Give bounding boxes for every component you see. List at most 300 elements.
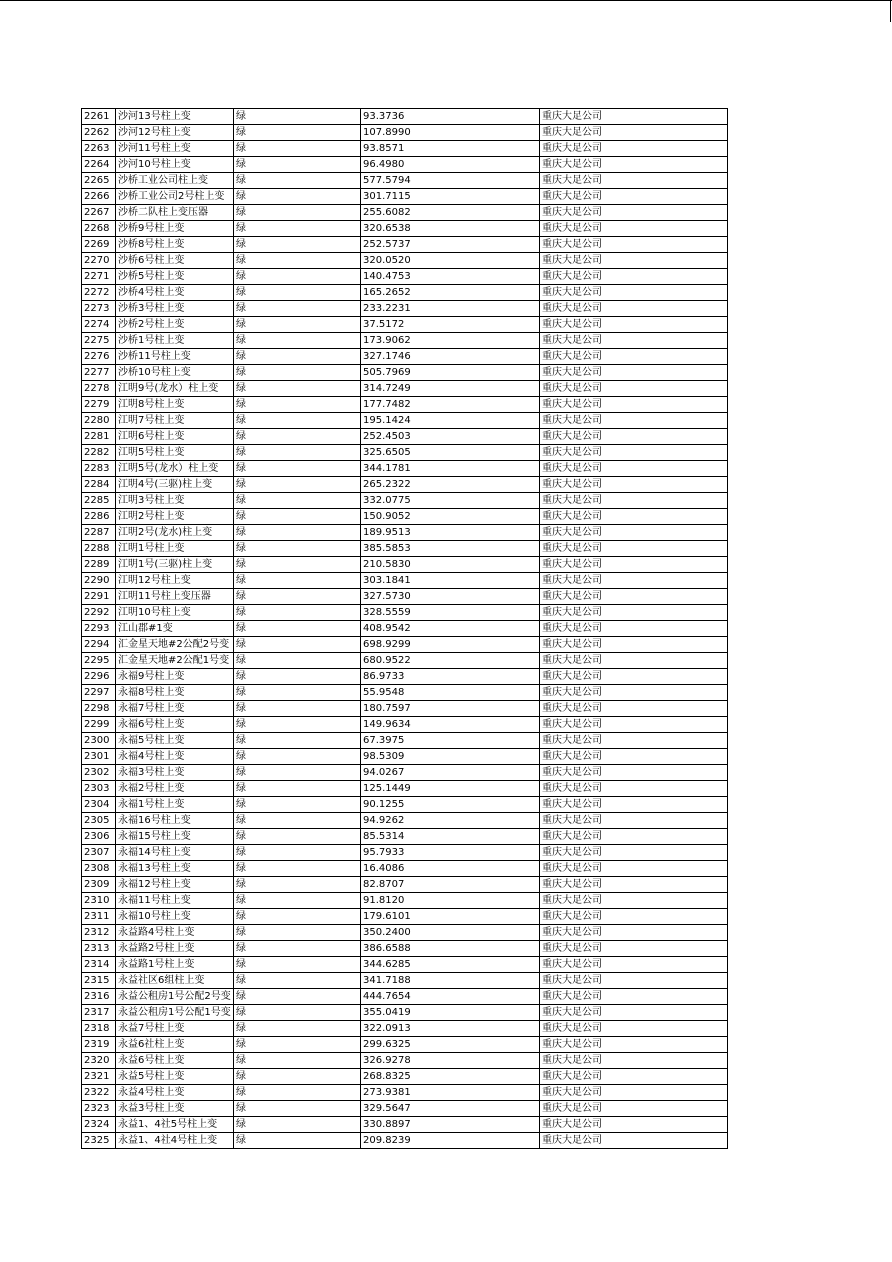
company-cell: 重庆大足公司 xyxy=(540,861,728,877)
row-id-cell: 2299 xyxy=(82,717,116,733)
transformer-name-cell: 沙桥6号柱上变 xyxy=(116,253,234,269)
value-cell: 320.6538 xyxy=(361,221,540,237)
company-cell: 重庆大足公司 xyxy=(540,1005,728,1021)
company-cell: 重庆大足公司 xyxy=(540,413,728,429)
company-cell: 重庆大足公司 xyxy=(540,1053,728,1069)
company-cell: 重庆大足公司 xyxy=(540,1117,728,1133)
status-color-cell: 绿 xyxy=(234,605,361,621)
row-id-cell: 2267 xyxy=(82,205,116,221)
row-id-cell: 2302 xyxy=(82,765,116,781)
row-id-cell: 2315 xyxy=(82,973,116,989)
company-cell: 重庆大足公司 xyxy=(540,333,728,349)
value-cell: 327.5730 xyxy=(361,589,540,605)
value-cell: 233.2231 xyxy=(361,301,540,317)
company-cell: 重庆大足公司 xyxy=(540,189,728,205)
status-color-cell: 绿 xyxy=(234,621,361,637)
transformer-name-cell: 沙桥5号柱上变 xyxy=(116,269,234,285)
row-id-cell: 2275 xyxy=(82,333,116,349)
company-cell: 重庆大足公司 xyxy=(540,765,728,781)
table-row xyxy=(82,605,728,621)
table-body xyxy=(82,109,728,1149)
transformer-name-cell: 永福4号柱上变 xyxy=(116,749,234,765)
transformer-name-cell: 永益5号柱上变 xyxy=(116,1069,234,1085)
status-color-cell: 绿 xyxy=(234,637,361,653)
company-cell: 重庆大足公司 xyxy=(540,445,728,461)
table-row xyxy=(82,781,728,797)
row-id-cell: 2313 xyxy=(82,941,116,957)
value-cell: 350.2400 xyxy=(361,925,540,941)
row-id-cell: 2298 xyxy=(82,701,116,717)
transformer-name-cell: 永益1、4社5号柱上变 xyxy=(116,1117,234,1133)
status-color-cell: 绿 xyxy=(234,461,361,477)
table-row xyxy=(82,845,728,861)
table-row xyxy=(82,1005,728,1021)
company-cell: 重庆大足公司 xyxy=(540,989,728,1005)
company-cell: 重庆大足公司 xyxy=(540,829,728,845)
company-cell: 重庆大足公司 xyxy=(540,429,728,445)
value-cell: 93.3736 xyxy=(361,109,540,125)
transformer-name-cell: 永福7号柱上变 xyxy=(116,701,234,717)
row-id-cell: 2278 xyxy=(82,381,116,397)
value-cell: 95.7933 xyxy=(361,845,540,861)
company-cell: 重庆大足公司 xyxy=(540,733,728,749)
table-row xyxy=(82,157,728,173)
table-row xyxy=(82,653,728,669)
row-id-cell: 2263 xyxy=(82,141,116,157)
row-id-cell: 2292 xyxy=(82,605,116,621)
row-id-cell: 2261 xyxy=(82,109,116,125)
value-cell: 355.0419 xyxy=(361,1005,540,1021)
transformer-name-cell: 江明7号柱上变 xyxy=(116,413,234,429)
table-row xyxy=(82,1085,728,1101)
row-id-cell: 2264 xyxy=(82,157,116,173)
row-id-cell: 2308 xyxy=(82,861,116,877)
row-id-cell: 2294 xyxy=(82,637,116,653)
value-cell: 255.6082 xyxy=(361,205,540,221)
table-row xyxy=(82,989,728,1005)
row-id-cell: 2325 xyxy=(82,1133,116,1149)
row-id-cell: 2280 xyxy=(82,413,116,429)
row-id-cell: 2286 xyxy=(82,509,116,525)
company-cell: 重庆大足公司 xyxy=(540,573,728,589)
value-cell: 98.5309 xyxy=(361,749,540,765)
value-cell: 82.8707 xyxy=(361,877,540,893)
company-cell: 重庆大足公司 xyxy=(540,1037,728,1053)
transformer-name-cell: 沙河13号柱上变 xyxy=(116,109,234,125)
table-row xyxy=(82,717,728,733)
table-row xyxy=(82,237,728,253)
company-cell: 重庆大足公司 xyxy=(540,285,728,301)
company-cell: 重庆大足公司 xyxy=(540,909,728,925)
transformer-name-cell: 永福13号柱上变 xyxy=(116,861,234,877)
table-row xyxy=(82,541,728,557)
value-cell: 180.7597 xyxy=(361,701,540,717)
row-id-cell: 2316 xyxy=(82,989,116,1005)
status-color-cell: 绿 xyxy=(234,685,361,701)
transformer-name-cell: 永益路2号柱上变 xyxy=(116,941,234,957)
row-id-cell: 2291 xyxy=(82,589,116,605)
status-color-cell: 绿 xyxy=(234,973,361,989)
status-color-cell: 绿 xyxy=(234,701,361,717)
value-cell: 273.9381 xyxy=(361,1085,540,1101)
status-color-cell: 绿 xyxy=(234,493,361,509)
value-cell: 332.0775 xyxy=(361,493,540,509)
transformer-name-cell: 永福1号柱上变 xyxy=(116,797,234,813)
company-cell: 重庆大足公司 xyxy=(540,925,728,941)
transformer-name-cell: 江明1号(三驱)柱上变 xyxy=(116,557,234,573)
status-color-cell: 绿 xyxy=(234,877,361,893)
transformer-name-cell: 永益公租房1号公配2号变 xyxy=(116,989,234,1005)
status-color-cell: 绿 xyxy=(234,525,361,541)
status-color-cell: 绿 xyxy=(234,669,361,685)
table-row xyxy=(82,173,728,189)
row-id-cell: 2324 xyxy=(82,1117,116,1133)
company-cell: 重庆大足公司 xyxy=(540,269,728,285)
status-color-cell: 绿 xyxy=(234,397,361,413)
transformer-name-cell: 永福8号柱上变 xyxy=(116,685,234,701)
table-row xyxy=(82,861,728,877)
table-row xyxy=(82,317,728,333)
value-cell: 209.8239 xyxy=(361,1133,540,1149)
value-cell: 344.6285 xyxy=(361,957,540,973)
value-cell: 195.1424 xyxy=(361,413,540,429)
status-color-cell: 绿 xyxy=(234,301,361,317)
value-cell: 385.5853 xyxy=(361,541,540,557)
table-row xyxy=(82,333,728,349)
transformer-name-cell: 沙桥4号柱上变 xyxy=(116,285,234,301)
value-cell: 329.5647 xyxy=(361,1101,540,1117)
value-cell: 125.1449 xyxy=(361,781,540,797)
row-id-cell: 2293 xyxy=(82,621,116,637)
transformer-name-cell: 江明5号柱上变 xyxy=(116,445,234,461)
value-cell: 91.8120 xyxy=(361,893,540,909)
transformer-name-cell: 江明8号柱上变 xyxy=(116,397,234,413)
company-cell: 重庆大足公司 xyxy=(540,1133,728,1149)
status-color-cell: 绿 xyxy=(234,957,361,973)
value-cell: 680.9522 xyxy=(361,653,540,669)
table-row xyxy=(82,1053,728,1069)
table-row xyxy=(82,141,728,157)
status-color-cell: 绿 xyxy=(234,125,361,141)
transformer-name-cell: 沙桥10号柱上变 xyxy=(116,365,234,381)
company-cell: 重庆大足公司 xyxy=(540,237,728,253)
value-cell: 322.0913 xyxy=(361,1021,540,1037)
company-cell: 重庆大足公司 xyxy=(540,365,728,381)
row-id-cell: 2276 xyxy=(82,349,116,365)
transformer-name-cell: 永福2号柱上变 xyxy=(116,781,234,797)
page-right-border xyxy=(890,0,891,22)
transformer-name-cell: 江明3号柱上变 xyxy=(116,493,234,509)
row-id-cell: 2297 xyxy=(82,685,116,701)
transformer-name-cell: 永益6号柱上变 xyxy=(116,1053,234,1069)
table-row xyxy=(82,669,728,685)
transformer-name-cell: 沙桥8号柱上变 xyxy=(116,237,234,253)
row-id-cell: 2281 xyxy=(82,429,116,445)
table-row xyxy=(82,765,728,781)
status-color-cell: 绿 xyxy=(234,541,361,557)
transformer-name-cell: 永福11号柱上变 xyxy=(116,893,234,909)
value-cell: 444.7654 xyxy=(361,989,540,1005)
transformer-name-cell: 永福15号柱上变 xyxy=(116,829,234,845)
company-cell: 重庆大足公司 xyxy=(540,509,728,525)
table-row xyxy=(82,1037,728,1053)
status-color-cell: 绿 xyxy=(234,1133,361,1149)
transformer-name-cell: 永益3号柱上变 xyxy=(116,1101,234,1117)
transformer-name-cell: 永益社区6组柱上变 xyxy=(116,973,234,989)
table-row xyxy=(82,125,728,141)
company-cell: 重庆大足公司 xyxy=(540,973,728,989)
status-color-cell: 绿 xyxy=(234,813,361,829)
row-id-cell: 2323 xyxy=(82,1101,116,1117)
table-row xyxy=(82,909,728,925)
row-id-cell: 2271 xyxy=(82,269,116,285)
row-id-cell: 2268 xyxy=(82,221,116,237)
company-cell: 重庆大足公司 xyxy=(540,477,728,493)
transformer-name-cell: 江明2号(龙水)柱上变 xyxy=(116,525,234,541)
company-cell: 重庆大足公司 xyxy=(540,301,728,317)
status-color-cell: 绿 xyxy=(234,1005,361,1021)
company-cell: 重庆大足公司 xyxy=(540,669,728,685)
value-cell: 55.9548 xyxy=(361,685,540,701)
table-row xyxy=(82,413,728,429)
status-color-cell: 绿 xyxy=(234,477,361,493)
row-id-cell: 2262 xyxy=(82,125,116,141)
transformer-name-cell: 江明9号(龙水）柱上变 xyxy=(116,381,234,397)
row-id-cell: 2274 xyxy=(82,317,116,333)
table-row xyxy=(82,1117,728,1133)
status-color-cell: 绿 xyxy=(234,797,361,813)
status-color-cell: 绿 xyxy=(234,157,361,173)
transformer-name-cell: 沙河11号柱上变 xyxy=(116,141,234,157)
table-row xyxy=(82,1069,728,1085)
row-id-cell: 2300 xyxy=(82,733,116,749)
value-cell: 86.9733 xyxy=(361,669,540,685)
transformer-name-cell: 沙桥9号柱上变 xyxy=(116,221,234,237)
table-row xyxy=(82,205,728,221)
table-row xyxy=(82,493,728,509)
transformer-name-cell: 江明2号柱上变 xyxy=(116,509,234,525)
row-id-cell: 2310 xyxy=(82,893,116,909)
status-color-cell: 绿 xyxy=(234,557,361,573)
table-row xyxy=(82,221,728,237)
transformer-name-cell: 永益4号柱上变 xyxy=(116,1085,234,1101)
value-cell: 210.5830 xyxy=(361,557,540,573)
company-cell: 重庆大足公司 xyxy=(540,781,728,797)
status-color-cell: 绿 xyxy=(234,205,361,221)
status-color-cell: 绿 xyxy=(234,429,361,445)
row-id-cell: 2284 xyxy=(82,477,116,493)
value-cell: 93.8571 xyxy=(361,141,540,157)
company-cell: 重庆大足公司 xyxy=(540,541,728,557)
row-id-cell: 2283 xyxy=(82,461,116,477)
table-row xyxy=(82,685,728,701)
transformer-name-cell: 沙桥1号柱上变 xyxy=(116,333,234,349)
company-cell: 重庆大足公司 xyxy=(540,749,728,765)
company-cell: 重庆大足公司 xyxy=(540,685,728,701)
value-cell: 408.9542 xyxy=(361,621,540,637)
transformer-name-cell: 永福6号柱上变 xyxy=(116,717,234,733)
company-cell: 重庆大足公司 xyxy=(540,157,728,173)
row-id-cell: 2279 xyxy=(82,397,116,413)
status-color-cell: 绿 xyxy=(234,269,361,285)
company-cell: 重庆大足公司 xyxy=(540,717,728,733)
status-color-cell: 绿 xyxy=(234,829,361,845)
value-cell: 173.9062 xyxy=(361,333,540,349)
transformer-name-cell: 江明10号柱上变 xyxy=(116,605,234,621)
value-cell: 344.1781 xyxy=(361,461,540,477)
status-color-cell: 绿 xyxy=(234,173,361,189)
transformer-name-cell: 永福12号柱上变 xyxy=(116,877,234,893)
value-cell: 265.2322 xyxy=(361,477,540,493)
value-cell: 326.9278 xyxy=(361,1053,540,1069)
table-row xyxy=(82,301,728,317)
company-cell: 重庆大足公司 xyxy=(540,1021,728,1037)
table-row xyxy=(82,109,728,125)
transformer-name-cell: 江山郡#1变 xyxy=(116,621,234,637)
status-color-cell: 绿 xyxy=(234,653,361,669)
transformer-name-cell: 永益路4号柱上变 xyxy=(116,925,234,941)
value-cell: 299.6325 xyxy=(361,1037,540,1053)
status-color-cell: 绿 xyxy=(234,237,361,253)
table-row xyxy=(82,749,728,765)
row-id-cell: 2317 xyxy=(82,1005,116,1021)
value-cell: 150.9052 xyxy=(361,509,540,525)
transformer-name-cell: 永福10号柱上变 xyxy=(116,909,234,925)
row-id-cell: 2304 xyxy=(82,797,116,813)
company-cell: 重庆大足公司 xyxy=(540,525,728,541)
status-color-cell: 绿 xyxy=(234,909,361,925)
table-row xyxy=(82,525,728,541)
company-cell: 重庆大足公司 xyxy=(540,589,728,605)
transformer-name-cell: 永益公租房1号公配1号变 xyxy=(116,1005,234,1021)
transformer-name-cell: 沙桥二队柱上变压器 xyxy=(116,205,234,221)
table-row xyxy=(82,701,728,717)
company-cell: 重庆大足公司 xyxy=(540,605,728,621)
value-cell: 252.5737 xyxy=(361,237,540,253)
value-cell: 149.9634 xyxy=(361,717,540,733)
value-cell: 179.6101 xyxy=(361,909,540,925)
row-id-cell: 2272 xyxy=(82,285,116,301)
value-cell: 85.5314 xyxy=(361,829,540,845)
company-cell: 重庆大足公司 xyxy=(540,349,728,365)
status-color-cell: 绿 xyxy=(234,1021,361,1037)
status-color-cell: 绿 xyxy=(234,781,361,797)
company-cell: 重庆大足公司 xyxy=(540,493,728,509)
row-id-cell: 2306 xyxy=(82,829,116,845)
table-row xyxy=(82,1021,728,1037)
table-row xyxy=(82,893,728,909)
company-cell: 重庆大足公司 xyxy=(540,877,728,893)
row-id-cell: 2303 xyxy=(82,781,116,797)
table-row xyxy=(82,733,728,749)
transformer-name-cell: 永益路1号柱上变 xyxy=(116,957,234,973)
row-id-cell: 2270 xyxy=(82,253,116,269)
table-row xyxy=(82,445,728,461)
table-row xyxy=(82,973,728,989)
row-id-cell: 2288 xyxy=(82,541,116,557)
transformer-name-cell: 江明1号柱上变 xyxy=(116,541,234,557)
transformer-name-cell: 永福3号柱上变 xyxy=(116,765,234,781)
status-color-cell: 绿 xyxy=(234,733,361,749)
status-color-cell: 绿 xyxy=(234,989,361,1005)
status-color-cell: 绿 xyxy=(234,445,361,461)
transformer-name-cell: 永福16号柱上变 xyxy=(116,813,234,829)
table-row xyxy=(82,509,728,525)
transformer-name-cell: 沙桥工业公司柱上变 xyxy=(116,173,234,189)
company-cell: 重庆大足公司 xyxy=(540,461,728,477)
status-color-cell: 绿 xyxy=(234,1069,361,1085)
row-id-cell: 2309 xyxy=(82,877,116,893)
table-row xyxy=(82,797,728,813)
transformer-name-cell: 永福9号柱上变 xyxy=(116,669,234,685)
status-color-cell: 绿 xyxy=(234,253,361,269)
table-row xyxy=(82,557,728,573)
row-id-cell: 2269 xyxy=(82,237,116,253)
value-cell: 698.9299 xyxy=(361,637,540,653)
value-cell: 577.5794 xyxy=(361,173,540,189)
status-color-cell: 绿 xyxy=(234,1085,361,1101)
row-id-cell: 2285 xyxy=(82,493,116,509)
company-cell: 重庆大足公司 xyxy=(540,141,728,157)
company-cell: 重庆大足公司 xyxy=(540,381,728,397)
table-row xyxy=(82,477,728,493)
transformer-name-cell: 永福5号柱上变 xyxy=(116,733,234,749)
status-color-cell: 绿 xyxy=(234,1117,361,1133)
row-id-cell: 2287 xyxy=(82,525,116,541)
status-color-cell: 绿 xyxy=(234,941,361,957)
status-color-cell: 绿 xyxy=(234,925,361,941)
data-table xyxy=(81,108,728,1149)
row-id-cell: 2318 xyxy=(82,1021,116,1037)
status-color-cell: 绿 xyxy=(234,765,361,781)
transformer-name-cell: 江明11号柱上变压器 xyxy=(116,589,234,605)
row-id-cell: 2290 xyxy=(82,573,116,589)
value-cell: 96.4980 xyxy=(361,157,540,173)
value-cell: 107.8990 xyxy=(361,125,540,141)
transformer-name-cell: 永福14号柱上变 xyxy=(116,845,234,861)
company-cell: 重庆大足公司 xyxy=(540,797,728,813)
value-cell: 505.7969 xyxy=(361,365,540,381)
company-cell: 重庆大足公司 xyxy=(540,941,728,957)
row-id-cell: 2314 xyxy=(82,957,116,973)
table-row xyxy=(82,637,728,653)
transformer-name-cell: 永益1、4社4号柱上变 xyxy=(116,1133,234,1149)
value-cell: 177.7482 xyxy=(361,397,540,413)
row-id-cell: 2322 xyxy=(82,1085,116,1101)
status-color-cell: 绿 xyxy=(234,861,361,877)
transformer-name-cell: 永益7号柱上变 xyxy=(116,1021,234,1037)
table-row xyxy=(82,397,728,413)
row-id-cell: 2312 xyxy=(82,925,116,941)
status-color-cell: 绿 xyxy=(234,317,361,333)
table-row xyxy=(82,589,728,605)
value-cell: 252.4503 xyxy=(361,429,540,445)
value-cell: 325.6505 xyxy=(361,445,540,461)
row-id-cell: 2282 xyxy=(82,445,116,461)
status-color-cell: 绿 xyxy=(234,285,361,301)
status-color-cell: 绿 xyxy=(234,1037,361,1053)
page-top-border xyxy=(0,0,892,1)
table-row xyxy=(82,925,728,941)
row-id-cell: 2296 xyxy=(82,669,116,685)
transformer-name-cell: 江明6号柱上变 xyxy=(116,429,234,445)
row-id-cell: 2307 xyxy=(82,845,116,861)
status-color-cell: 绿 xyxy=(234,1101,361,1117)
table-row xyxy=(82,813,728,829)
transformer-name-cell: 沙河10号柱上变 xyxy=(116,157,234,173)
table-row xyxy=(82,829,728,845)
value-cell: 330.8897 xyxy=(361,1117,540,1133)
